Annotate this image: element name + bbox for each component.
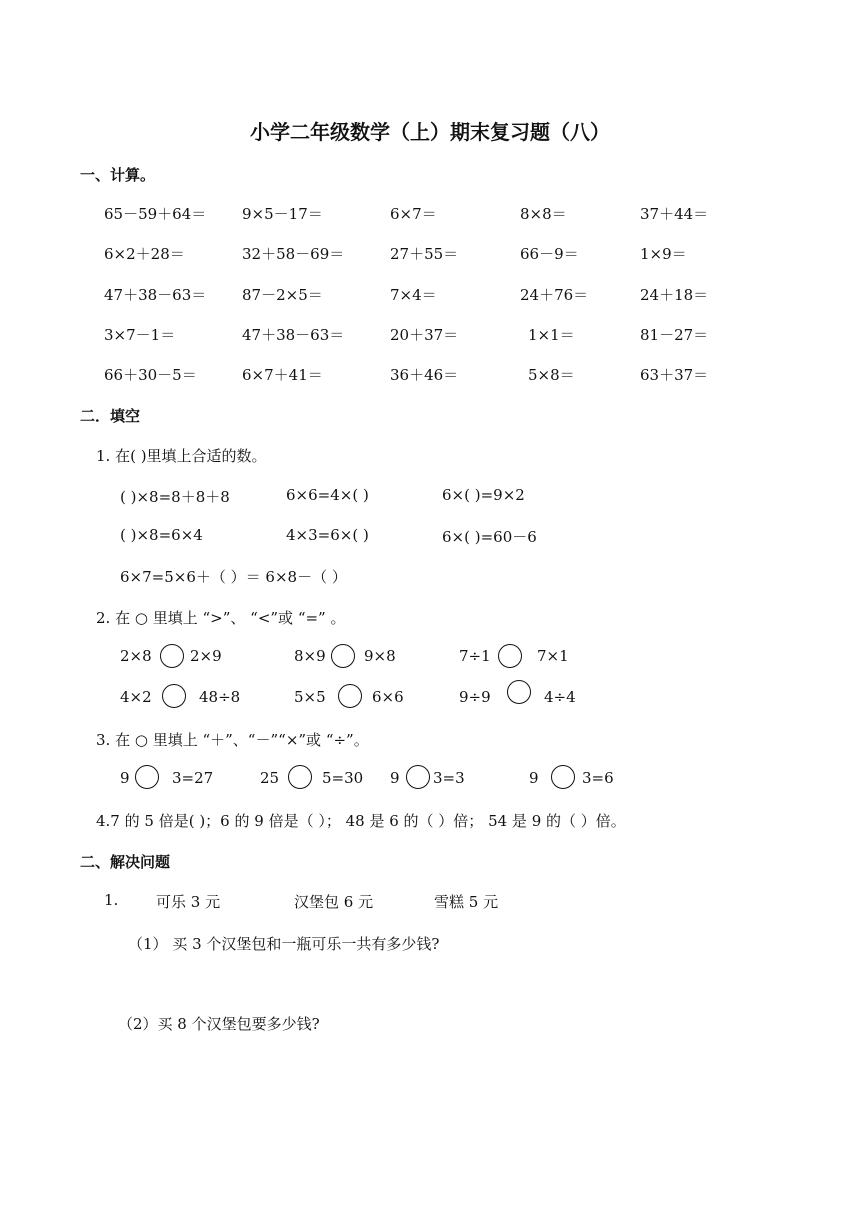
sub-question-2: （2）买 8 个汉堡包要多少钱? <box>118 1015 320 1033</box>
section-heading-calc: 一、计算。 <box>80 166 156 184</box>
compare-circle[interactable] <box>162 684 186 708</box>
q3-label: 3. 在 ○ 里填上 “＋”、“－”“×”或 “÷”。 <box>96 731 369 749</box>
calc-problem: 24＋76＝ <box>520 286 589 304</box>
calc-problem: 32＋58－69＝ <box>242 245 345 263</box>
price-hamburger: 汉堡包 6 元 <box>294 893 374 911</box>
calc-problem: 1×9＝ <box>640 245 687 263</box>
q2-right: 6×6 <box>372 688 404 706</box>
q2-right: 48÷8 <box>199 688 241 706</box>
calc-problem: 1×1＝ <box>528 326 575 344</box>
section-heading-fill: 二．填空 <box>80 407 141 425</box>
q3-right: 3=27 <box>172 769 214 787</box>
page-title: 小学二年级数学（上）期末复习题（八） <box>250 120 610 144</box>
calc-problem: 27＋55＝ <box>390 245 459 263</box>
q3-right: 3=6 <box>582 769 614 787</box>
q1-item: ( )×8=6×4 <box>120 526 203 544</box>
q2-left: 5×5 <box>294 688 326 706</box>
q2-left: 8×9 <box>294 647 326 665</box>
problem-number: 1. <box>104 891 119 909</box>
q2-right: 9×8 <box>364 647 396 665</box>
q4-text: 4.7 的 5 倍是( )；6 的 9 倍是（ ）； 48 是 6 的（ ）倍； 54 是 9 的（ ）倍。 <box>96 812 626 830</box>
q1-item: 6×( )=60－6 <box>442 528 537 546</box>
calc-problem: 6×2＋28＝ <box>104 245 185 263</box>
calc-problem: 66－9＝ <box>520 245 579 263</box>
q3-right: 3=3 <box>433 769 465 787</box>
calc-problem: 7×4＝ <box>390 286 437 304</box>
calc-problem: 65－59＋64＝ <box>104 205 207 223</box>
q3-left: 9 <box>120 769 130 787</box>
q2-left: 9÷9 <box>459 688 491 706</box>
q1-item: 6×7=5×6＋（ ）＝ 6×8－（ ） <box>120 568 347 586</box>
calc-problem: 9×5－17＝ <box>242 205 323 223</box>
operator-circle[interactable] <box>135 765 159 789</box>
q3-left: 25 <box>260 769 280 787</box>
compare-circle[interactable] <box>338 684 362 708</box>
q2-right: 7×1 <box>537 647 569 665</box>
compare-circle[interactable] <box>331 644 355 668</box>
calc-problem: 36＋46＝ <box>390 366 459 384</box>
calc-problem: 8×8＝ <box>520 205 567 223</box>
calc-problem: 20＋37＝ <box>390 326 459 344</box>
q2-left: 4×2 <box>120 688 152 706</box>
q1-label: 1. 在( )里填上合适的数。 <box>96 447 267 465</box>
calc-problem: 87－2×5＝ <box>242 286 323 304</box>
q1-item: 6×6=4×( ) <box>286 486 369 504</box>
calc-problem: 47＋38－63＝ <box>104 286 207 304</box>
q1-item: 4×3=6×( ) <box>286 526 369 544</box>
q3-right: 5=30 <box>322 769 364 787</box>
sub-question-1: （1） 买 3 个汉堡包和一瓶可乐一共有多少钱? <box>128 935 440 953</box>
q1-item: 6×( )=9×2 <box>442 486 525 504</box>
q2-label: 2. 在 ○ 里填上 “>”、 “<”或 “=” 。 <box>96 609 346 627</box>
calc-problem: 66＋30－5＝ <box>104 366 197 384</box>
q2-left: 2×8 <box>120 647 152 665</box>
calc-problem: 24＋18＝ <box>640 286 709 304</box>
compare-circle[interactable] <box>498 644 522 668</box>
q2-left: 7÷1 <box>459 647 491 665</box>
calc-problem: 3×7－1＝ <box>104 326 176 344</box>
operator-circle[interactable] <box>551 765 575 789</box>
calc-problem: 81－27＝ <box>640 326 709 344</box>
section-heading-problems: 二、解决问题 <box>80 853 171 871</box>
q3-left: 9 <box>529 769 539 787</box>
calc-problem: 6×7＝ <box>390 205 437 223</box>
compare-circle[interactable] <box>160 644 184 668</box>
price-cola: 可乐 3 元 <box>156 893 221 911</box>
q2-right: 4÷4 <box>544 688 576 706</box>
operator-circle[interactable] <box>406 765 430 789</box>
calc-problem: 6×7＋41＝ <box>242 366 323 384</box>
calc-problem: 37＋44＝ <box>640 205 709 223</box>
q2-right: 2×9 <box>190 647 222 665</box>
q3-left: 9 <box>390 769 400 787</box>
calc-problem: 63＋37＝ <box>640 366 709 384</box>
compare-circle[interactable] <box>507 680 531 704</box>
calc-problem: 5×8＝ <box>528 366 575 384</box>
calc-problem: 47＋38－63＝ <box>242 326 345 344</box>
operator-circle[interactable] <box>288 765 312 789</box>
price-icecream: 雪糕 5 元 <box>434 893 499 911</box>
q1-item: ( )×8=8＋8＋8 <box>120 488 230 506</box>
